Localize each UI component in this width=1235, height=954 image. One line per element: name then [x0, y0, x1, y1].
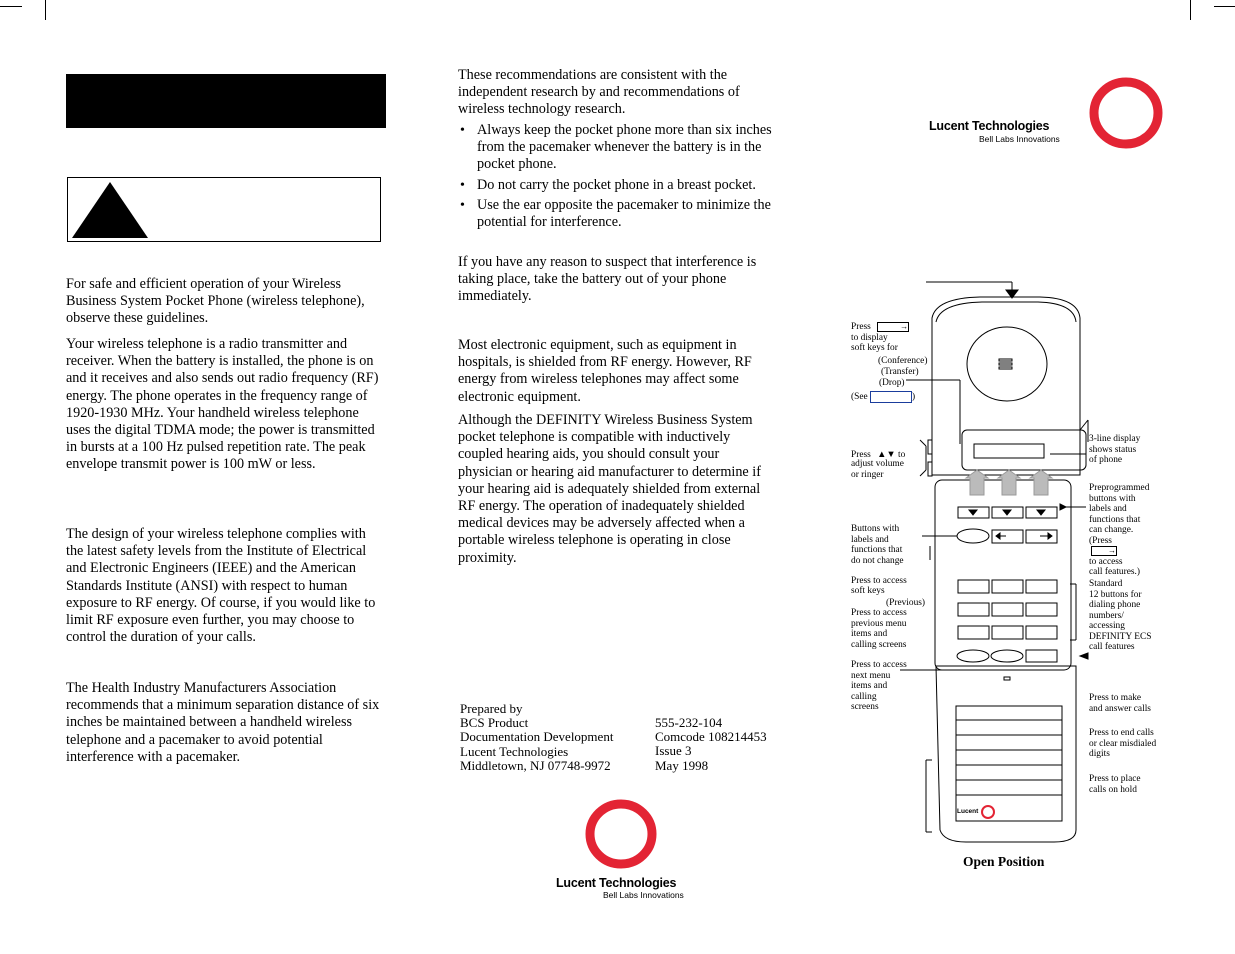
reference-link-box[interactable]	[870, 391, 912, 403]
recommendations-paragraph: These recommendations are consistent with the independent research by and recommendations of wireless technology research.	[458, 67, 740, 118]
display-window	[962, 430, 1086, 470]
bullet-icon: •	[460, 197, 465, 213]
list-item: • Always keep the pocket phone more than six inches from the pacemaker whenever the battery is in the pocket phone.	[460, 122, 772, 173]
company-tagline: Bell Labs Innovations	[979, 134, 1060, 144]
crop-mark-top-right	[1214, 6, 1235, 7]
intro-paragraph: For safe and efficient operation of your Wireless Business System Pocket Phone (wireless telephone), observe these guidelines.	[66, 276, 365, 327]
earpiece	[967, 327, 1047, 401]
company-name: Lucent Technologies	[929, 119, 1050, 133]
label-display: 3-line display shows status of phone	[1089, 434, 1141, 465]
label-volume: Press ▲▼ to	[851, 450, 906, 460]
list-item: • Do not carry the pocket phone in a breast pocket.	[460, 176, 756, 193]
company-tagline: Bell Labs Innovations	[603, 890, 684, 900]
display-text-area	[974, 444, 1044, 458]
label-hold: Press to place calls on hold	[1089, 774, 1141, 795]
label-fixed-buttons: Buttons with labels and functions that do not change	[851, 524, 904, 566]
volume-arrows-icon: ▲▼	[877, 450, 896, 460]
label-end-calls: Press to end calls or clear misdialed digits	[1089, 728, 1157, 759]
warning-box	[67, 177, 381, 242]
pacemaker-bullet-list	[458, 122, 778, 234]
electronic-equipment-paragraph: Most electronic equipment, such as equipment in hospitals, is shielded from RF energy. However, RF energy from wireless telephones may affect some electronic equipment.	[458, 337, 752, 405]
warning-triangle-icon	[70, 178, 150, 240]
label-preprogrammed: Preprogrammed buttons with labels and functions that can change. (Press → to access call features.)	[1089, 483, 1150, 578]
prepared-by-block: Prepared by BCS Product Documentation Development Lucent Technologies Middletown, NJ 07748-9972	[460, 701, 614, 773]
lucent-logo-icon	[1086, 74, 1166, 152]
pacemaker-paragraph: The Health Industry Manufacturers Association recommends that a minimum separation distance of six inches be maintained between a handheld wireless telephone and a pacemaker to avoid potential interference with a pacemaker.	[66, 680, 380, 765]
list-item: • Use the ear opposite the pacemaker to minimize the potential for interference.	[460, 196, 771, 231]
interference-paragraph: If you have any reason to suspect that interference is taking place, take the battery out of your phone immediately.	[458, 254, 757, 305]
key-icon: →	[1091, 546, 1117, 556]
document-info-block: 555-232-104 Comcode 108214453 Issue 3 May 1998	[655, 715, 767, 773]
label-make-answer: Press to make and answer calls	[1089, 693, 1151, 714]
phone-label-card	[956, 706, 1062, 821]
key-icon: →	[877, 322, 909, 332]
label-press-display: Press →	[851, 322, 909, 333]
hearing-aids-paragraph: Although the DEFINITY Wireless Business System pocket telephone is compatible with inductively coupled hearing aids, you should consult your physician or hearing aid manufacturer to determine if your hearing aid is adequately shielded from external RF energy. The operation of inadequately shielded medical devices may be adversely affected when a portable wireless telephone is operating in close proximity.	[458, 412, 761, 566]
crop-mark-top-left-v	[45, 0, 46, 20]
crop-mark-top-right-v	[1190, 0, 1191, 20]
bullet-icon: •	[460, 177, 465, 193]
label-previous-menu: Press to access previous menu items and calling screens	[851, 608, 907, 650]
rf-energy-paragraph: Your wireless telephone is a radio transmitter and receiver. When the battery is installed, the phone is on and it receives and also sends out radio frequency (RF) energy. The phone operates in the frequency range of 1920-1930 MHz. Your handheld wireless telephone uses the digital TDMA mode; the power is transmitted in bursts at a 100 Hz pulsed repetition rate. The peak envelope transmit power is 100 mW or less.	[66, 336, 379, 473]
phone-brand-label: Lucent	[957, 808, 979, 815]
label-see-reference: (See )	[851, 392, 916, 403]
label-next-menu: Press to access next menu items and calling screens	[851, 660, 907, 712]
phone-flip	[932, 297, 1080, 475]
title-bar	[66, 74, 386, 128]
label-standard-keys: Standard 12 buttons for dialing phone numbers/ accessing DEFINITY ECS call features	[1089, 579, 1152, 652]
phone-lower-flip	[936, 666, 1076, 842]
company-name: Lucent Technologies	[556, 876, 677, 890]
phone-flip-edge	[936, 302, 1076, 322]
phone-keypad-body	[935, 480, 1071, 670]
bullet-icon: •	[460, 123, 465, 138]
diagram-caption: Open Position	[963, 854, 1045, 869]
crop-mark-top-left	[0, 6, 22, 7]
lucent-logo-icon	[982, 806, 994, 818]
lucent-logo-icon	[582, 796, 660, 872]
safety-standards-paragraph: The design of your wireless telephone complies with the latest safety levels from the Institute of Electrical and Electronic Engineers (IEEE) and the American Standards Institute (ANSI) with respect to human exposure to RF energy. Of course, if you would like to limit RF exposure even further, you may choose to control the duration of your calls.	[66, 526, 376, 646]
